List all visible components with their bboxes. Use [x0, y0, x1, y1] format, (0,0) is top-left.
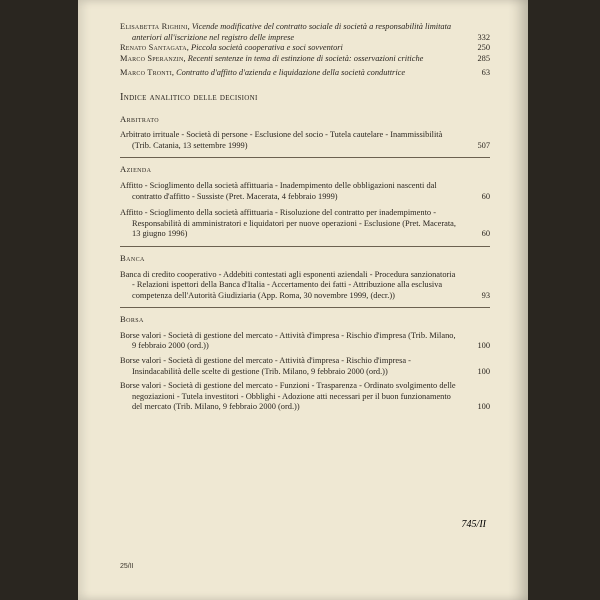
article-page: 285	[477, 53, 490, 63]
article-author: Elisabetta Righini	[120, 22, 188, 31]
article-entry: Renato Santagata, Piccola società cooperativa e soci sovventori 250	[120, 43, 490, 53]
decision-entry	[120, 181, 490, 202]
article-title: Piccola società cooperativa e soci sovventori	[190, 43, 343, 53]
page-folio: 745/II	[461, 519, 486, 530]
decision-entry	[120, 356, 490, 377]
section-divider	[120, 307, 490, 308]
section-head-borsa: Borsa	[120, 314, 144, 325]
section-divider	[120, 246, 490, 247]
decision-text: Banca di credito cooperativo - Addebiti contestati agli esponenti aziendali - Procedura sanzionatoria - Relazioni ispettori della Banca d'Italia - Accertamento dei fatti - Attribuzione alla esclusiva competenza dell'Autorità Giudiziaria (App. Roma, 30 novembre 1999, (decr.))	[120, 269, 456, 300]
decision-entry	[120, 331, 490, 352]
page-shadow	[508, 0, 528, 600]
section-head-arbitrato: Arbitrato	[120, 113, 160, 124]
article-title: Recenti sentenze in tema di estinzione di società: osservazioni critiche	[187, 53, 424, 63]
decision-text: Borse valori - Società di gestione del mercato - Attività d'impresa - Rischio d'impresa (Trib. Milano, 9 febbraio 2000 (ord.))	[120, 330, 456, 351]
decision-text: Borse valori - Società di gestione del mercato - Funzioni - Trasparenza - Ordinato svolgimento delle negoziazioni - Tutela investitori - Obblighi - Adozione atti necessari per il buon funzionamento del mercato (Trib. Milano, 9 febbraio 2000 (ord.))	[120, 381, 456, 412]
decision-text: Affitto - Scioglimento della società affittuaria - Inadempimento delle obbligazioni nascenti dal contratto d'affitto - Sussiste (Pret. Macerata, 4 febbraio 1999)	[120, 180, 437, 201]
decision-page: 60	[481, 191, 490, 201]
article-author: Marco Tronti	[120, 68, 172, 78]
decision-entry	[120, 130, 490, 151]
article-entry: Elisabetta Righini, Vicende modificative del contratto sociale di società a responsabilità limitata anteriori all'iscrizione nel registro delle imprese 332	[120, 22, 490, 42]
decision-entry	[120, 270, 490, 302]
article-title: Contratto d'affitto d'azienda e liquidazione della società conduttrice	[176, 68, 406, 78]
article-title: Vicende modificative del contratto sociale di società a responsabilità limitata anteriori all'iscrizione nel registro delle imprese	[132, 22, 452, 42]
article-list	[120, 22, 490, 79]
article-entry: Marco Speranzin, Recenti sentenze in tema di estinzione di società: osservazioni critiche 285	[120, 53, 490, 63]
decision-text: Affitto - Scioglimento della società affittuaria - Risoluzione del contratto per inadempimento - Responsabilità di amministratori e liquidatori per nuove operazioni - Esclusione (Pret. Macerata, 13 giugno 1996)	[120, 208, 456, 239]
page-content	[120, 22, 490, 413]
index-title: Indice analitico delle decisioni	[120, 91, 258, 103]
article-page: 332	[477, 32, 490, 42]
decision-entry	[120, 208, 490, 240]
decision-page: 100	[477, 402, 490, 412]
article-entry: Marco Tronti, Contratto d'affitto d'azienda e liquidazione della società conduttrice 63	[120, 68, 490, 78]
article-page: 250	[477, 43, 490, 53]
article-author: Renato Santagata	[120, 43, 187, 53]
decision-entry	[120, 381, 490, 413]
decision-text: Borse valori - Società di gestione del mercato - Attività d'impresa - Rischio d'impresa - Insindacabilità delle scelte di gestione (Trib. Milano, 9 febbraio 2000 (ord.))	[120, 356, 411, 376]
decision-page: 100	[477, 341, 490, 351]
section-divider	[120, 157, 490, 158]
section-head-azienda: Azienda	[120, 164, 152, 175]
section-head-banca: Banca	[120, 252, 145, 263]
book-page	[78, 0, 528, 600]
decision-text: Arbitrato irrituale - Società di persone - Esclusione del socio - Tutela cautelare - Inammissibilità (Trib. Catania, 13 settembre 1999)	[120, 130, 443, 150]
decision-page: 60	[481, 229, 490, 239]
decision-page: 100	[477, 366, 490, 376]
decision-page: 507	[477, 140, 490, 150]
article-author: Marco Speranzin	[120, 53, 184, 63]
article-page: 63	[481, 68, 490, 78]
signature-mark: 25/II	[120, 563, 134, 570]
decision-page: 93	[481, 290, 490, 300]
